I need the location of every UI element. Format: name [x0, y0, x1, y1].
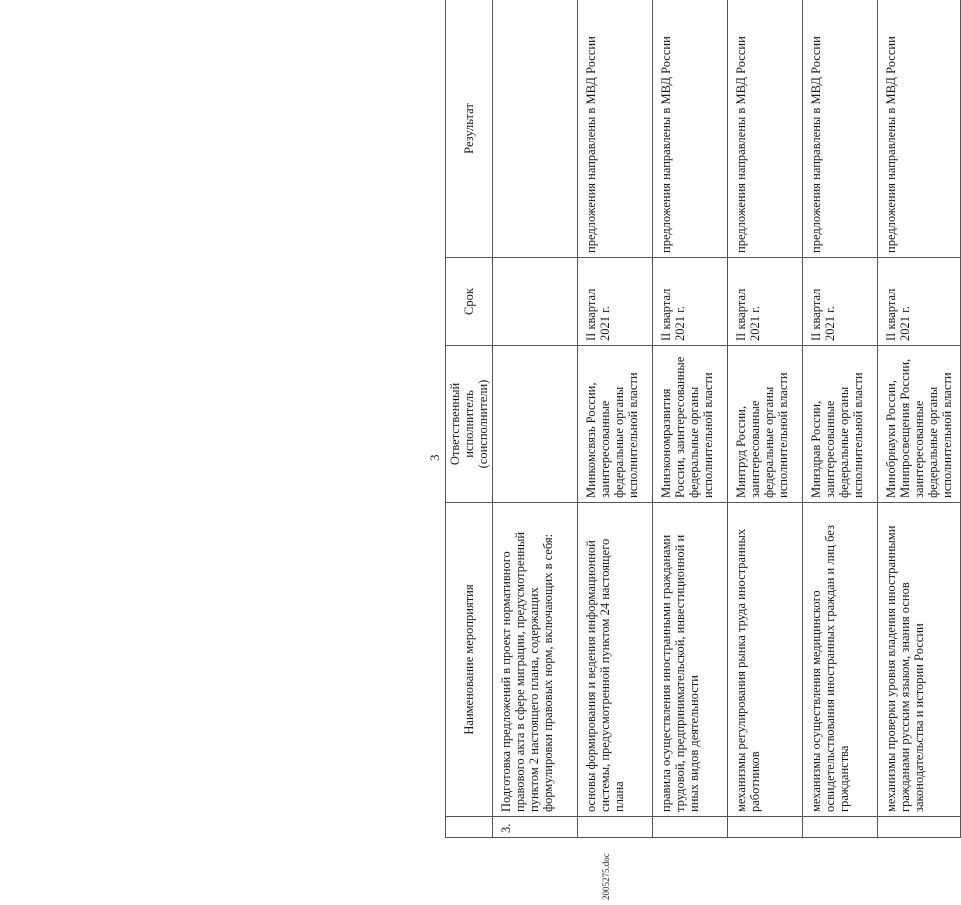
- row-number-cell: [578, 817, 653, 838]
- row-number-cell: [653, 817, 728, 838]
- item-intro-term: [493, 258, 578, 346]
- table-row: [578, 0, 653, 838]
- header-executor: [446, 346, 493, 503]
- table-row: [493, 0, 578, 838]
- item-intro-executor: [493, 346, 578, 503]
- row-result: предложения направлены в МВД России: [803, 0, 878, 258]
- header-executor-line1: Ответственный исполнитель: [448, 382, 476, 466]
- row-term: II квартал 2021 г.: [803, 258, 878, 346]
- table-row: [878, 0, 961, 838]
- row-executor: Минкомсвязь России, заинтересованные федеральные органы исполнительной власти: [578, 346, 653, 503]
- item-number: 3.: [493, 817, 578, 838]
- row-result: предложения направлены в МВД России: [728, 0, 803, 258]
- item-intro-result: [493, 0, 578, 258]
- row-term: II квартал 2021 г.: [653, 258, 728, 346]
- row-number-cell: [803, 817, 878, 838]
- row-result: предложения направлены в МВД России: [578, 0, 653, 258]
- table-row: [653, 0, 728, 838]
- header-number: [446, 817, 493, 838]
- page-number: 3: [427, 454, 442, 461]
- table-header-row: [446, 0, 493, 838]
- row-executor: Минобрнауки России, Минпросвещения России, заинтересованные федеральные органы исполнительной власти: [878, 346, 961, 503]
- item-intro: Подготовка предложений в проект нормативного правового акта в сфере миграции, предусмотренный пунктом 2 настоящего плана, содержащих формулировки правовых норм, включающих в себя:: [493, 503, 578, 817]
- row-executor: Минэкономразвития России, заинтересованные федеральные органы исполнительной власти: [653, 346, 728, 503]
- header-term: Срок: [446, 258, 493, 346]
- row-result: предложения направлены в МВД России: [878, 0, 961, 258]
- row-name: механизмы проверки уровня владения иностранными гражданами русским языком, знания основ законодательства и истории России: [878, 503, 961, 817]
- row-term: II квартал 2021 г.: [578, 258, 653, 346]
- header-name: Наименование мероприятия: [446, 503, 493, 817]
- row-number-cell: [728, 817, 803, 838]
- row-name: правила осуществления иностранными гражданами трудовой, предпринимательской, инвестиционной и иных видов деятельности: [653, 503, 728, 817]
- row-executor: Минтруд России, заинтересованные федеральные органы исполнительной власти: [728, 346, 803, 503]
- table-row: [728, 0, 803, 838]
- row-number-cell: [878, 817, 961, 838]
- row-result: предложения направлены в МВД России: [653, 0, 728, 258]
- row-term: II квартал 2021 г.: [728, 258, 803, 346]
- header-result: Результат: [446, 0, 493, 258]
- row-name: основы формирования и ведения информационной системы, предусмотренной пунктом 24 настоящего плана: [578, 503, 653, 817]
- row-name: механизмы осуществления медицинского освидетельствования иностранных граждан и лиц без гражданства: [803, 503, 878, 817]
- plan-table: [445, 0, 961, 838]
- header-executor-line2: (соисполнители): [476, 379, 490, 469]
- row-term: II квартал 2021 г.: [878, 258, 961, 346]
- row-executor: Минздрав России, заинтересованные федеральные органы исполнительной власти: [803, 346, 878, 503]
- row-name: механизмы регулирования рынка труда иностранных работников: [728, 503, 803, 817]
- table-row: [803, 0, 878, 838]
- file-code: 2005275.doc: [601, 853, 611, 900]
